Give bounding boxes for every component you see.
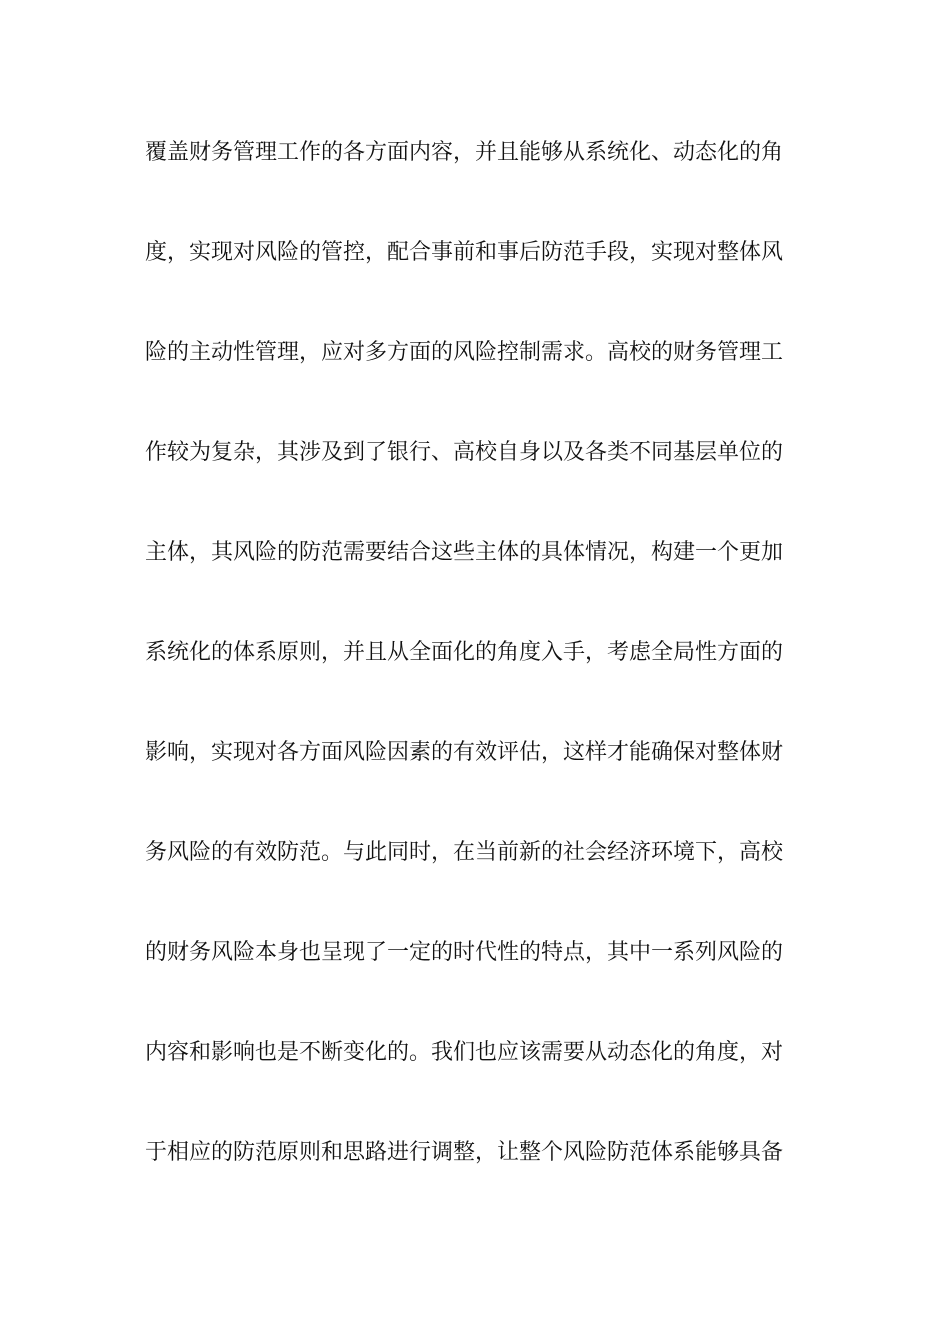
text-line: 覆盖财务管理工作的各方面内容，并且能够从系统化、动态化的角 — [145, 140, 784, 165]
text-line: 系统化的体系原则，并且从全面化的角度入手，考虑全局性方面的 — [145, 640, 784, 665]
text-line: 的财务风险本身也呈现了一定的时代性的特点，其中一系列风险的 — [145, 940, 784, 965]
text-line: 于相应的防范原则和思路进行调整，让整个风险防范体系能够具备 — [145, 1140, 784, 1165]
text-line: 险的主动性管理，应对多方面的风险控制需求。高校的财务管理工 — [145, 340, 784, 365]
text-line: 内容和影响也是不断变化的。我们也应该需要从动态化的角度，对 — [145, 1040, 784, 1065]
body-paragraph — [145, 130, 815, 1230]
text-line: 作较为复杂，其涉及到了银行、高校自身以及各类不同基层单位的 — [145, 440, 784, 465]
text-line: 度，实现对风险的管控，配合事前和事后防范手段，实现对整体风 — [145, 240, 784, 265]
text-line: 主体，其风险的防范需要结合这些主体的具体情况，构建一个更加 — [145, 540, 784, 565]
text-line: 务风险的有效防范。与此同时，在当前新的社会经济环境下，高校 — [145, 840, 784, 865]
text-line: 影响，实现对各方面风险因素的有效评估，这样才能确保对整体财 — [145, 740, 784, 765]
